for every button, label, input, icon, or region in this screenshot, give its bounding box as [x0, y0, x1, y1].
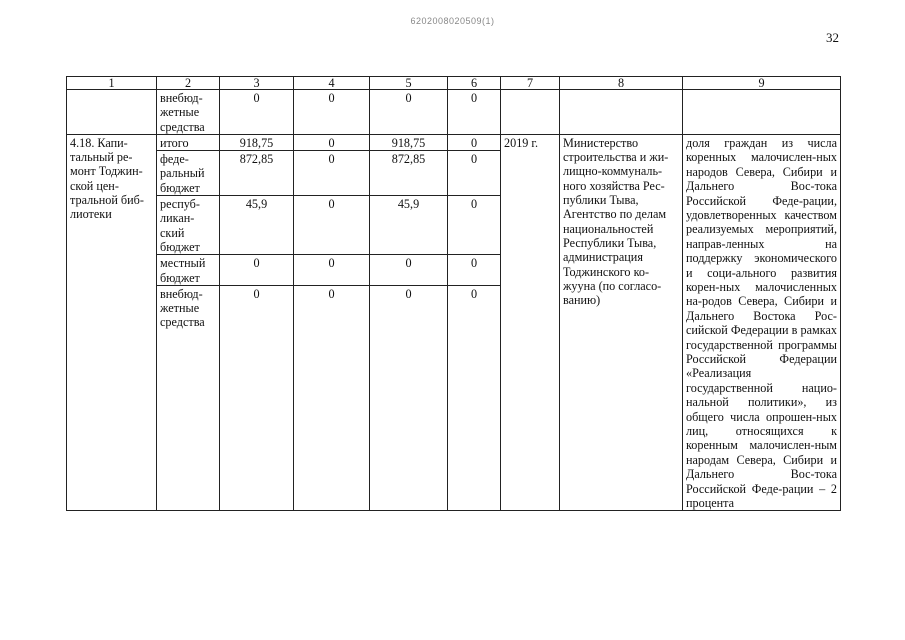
- column-header: 7: [501, 77, 560, 90]
- header-row: [67, 77, 841, 90]
- column-header: 6: [448, 77, 501, 90]
- value-cell: 0: [448, 255, 501, 286]
- year-cell: 2019 г.: [501, 134, 560, 511]
- empty-cell: [560, 90, 683, 135]
- value-cell: 0: [294, 90, 370, 135]
- column-header: 1: [67, 77, 157, 90]
- value-cell: 0: [294, 196, 370, 255]
- value-cell: 0: [294, 255, 370, 286]
- column-header: 5: [370, 77, 448, 90]
- value-cell: 0: [294, 151, 370, 196]
- value-cell: 0: [220, 255, 294, 286]
- value-cell: 0: [448, 285, 501, 511]
- expected-result-cell: доля граждан из числа коренных малочислен-ных народов Севера, Сибири и Дальнего Вос-тока Российской Феде-рации, удовлетворенных качеством реализуемых мероприятий, направ-ленных на поддержку экономического и соци-ального развития корен-ных малочисленных на-родов Севера, Сибири и Дальнего Востока Рос-сийской Федерации в рамках государственной программы Российской Федерации «Реализация государственной нацио-нальной политики», из общего числа опрошен-ных лиц, относящихся к коренным малочислен-ным народам Севера, Сибири и Дальнего Вос-тока Российской Феде-рации – 2 процента: [683, 134, 841, 511]
- column-header: 2: [157, 77, 220, 90]
- funding-source-cell: феде- ральный бюджет: [157, 151, 220, 196]
- value-cell: 0: [370, 90, 448, 135]
- value-cell: 918,75: [220, 134, 294, 150]
- continued-row: [67, 90, 841, 135]
- column-header: 9: [683, 77, 841, 90]
- funding-source-cell: итого: [157, 134, 220, 150]
- page-number: 32: [826, 30, 839, 45]
- value-cell: 0: [370, 255, 448, 286]
- column-header: 8: [560, 77, 683, 90]
- funding-source-cell: внебюд- жетные средства: [157, 285, 220, 511]
- empty-cell: [683, 90, 841, 135]
- value-cell: 45,9: [370, 196, 448, 255]
- empty-cell: [67, 90, 157, 135]
- item-name-cell: 4.18. Капи- тальный ре- монт Тоджин- ской цен- тральной биб- лиотеки: [67, 134, 157, 511]
- value-cell: 0: [220, 90, 294, 135]
- value-cell: 0: [448, 90, 501, 135]
- value-cell: 0: [220, 285, 294, 511]
- value-cell: 0: [448, 134, 501, 150]
- value-cell: 872,85: [370, 151, 448, 196]
- empty-cell: [501, 90, 560, 135]
- document-id: 6202008020509(1): [410, 16, 495, 26]
- value-cell: 918,75: [370, 134, 448, 150]
- column-header: 4: [294, 77, 370, 90]
- column-header: 3: [220, 77, 294, 90]
- funding-source-cell: респуб- ликан- ский бюджет: [157, 196, 220, 255]
- executors-cell: Министерство строительства и жи- лищно-коммуналь- ного хозяйства Рес- публики Тыва, Агентство по делам национальностей Республики Тыва, администрация Тоджинского ко- жууна (по согласо- ванию): [560, 134, 683, 511]
- value-cell: 0: [370, 285, 448, 511]
- value-cell: 45,9: [220, 196, 294, 255]
- program-table: [66, 76, 841, 511]
- value-cell: 0: [448, 151, 501, 196]
- funding-source-cell: внебюд- жетные средства: [157, 90, 220, 135]
- value-cell: 0: [294, 285, 370, 511]
- funding-source-cell: местный бюджет: [157, 255, 220, 286]
- value-cell: 0: [448, 196, 501, 255]
- item-row: [67, 134, 841, 150]
- value-cell: 0: [294, 134, 370, 150]
- value-cell: 872,85: [220, 151, 294, 196]
